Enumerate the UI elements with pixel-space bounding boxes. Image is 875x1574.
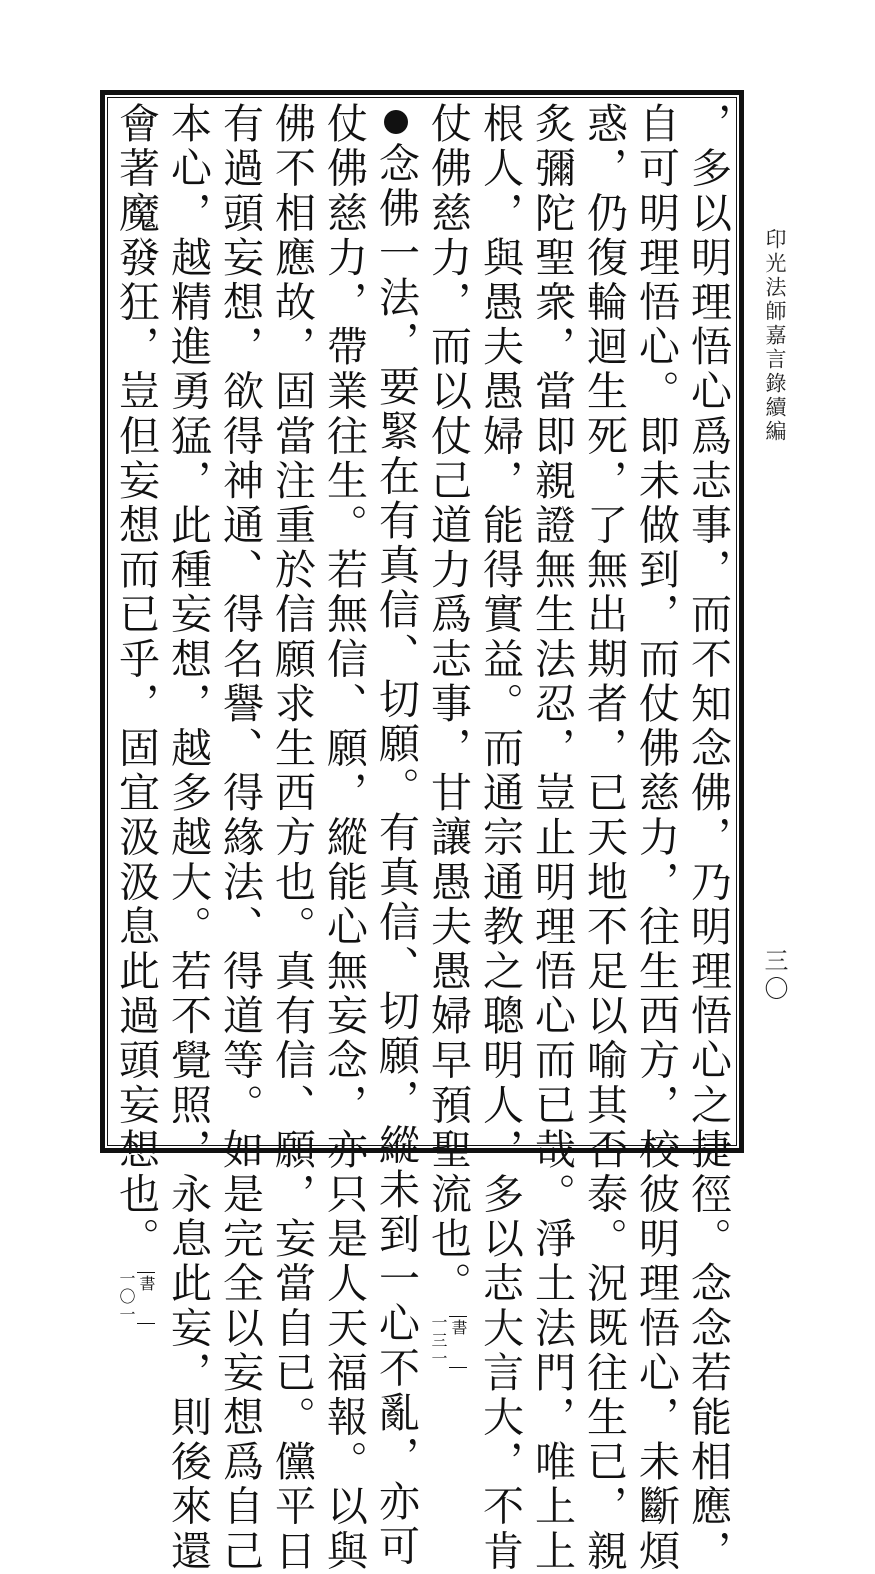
text-column-2 bbox=[630, 102, 682, 1574]
text-column-3 bbox=[578, 102, 630, 1574]
column-text: 本心，越精進勇猛，此種妄想，越多越大。若不覺照，永息此妄，則後來還 bbox=[164, 102, 212, 1574]
citation-2 bbox=[117, 1268, 155, 1324]
column-text: 仗佛慈力，而以仗己道力爲志事，甘讓愚夫愚婦早預聖流也。 bbox=[424, 102, 472, 1307]
column-text: 自可明理悟心。即未做到，而仗佛慈力，往生西方，校彼明理悟心，未斷煩 bbox=[632, 102, 680, 1574]
column-text: 佛不相應故，固當注重於信願求生西方也。真有信、願，妄當自已。儻平日 bbox=[268, 102, 316, 1574]
text-column-7 bbox=[370, 102, 422, 1570]
citation-number: 一三一 bbox=[429, 1314, 448, 1369]
bullet-dot-icon bbox=[384, 110, 408, 134]
text-column-11 bbox=[162, 102, 214, 1574]
citation-number: 一〇一 bbox=[117, 1269, 136, 1324]
column-text: 惑，仍復輪迴生死，了無出期者，已天地不足以喻其否泰。況既往生已，親 bbox=[580, 102, 628, 1574]
column-text: 念佛一法，要緊在有真信、切願。有真信、切願，縱未到一心不亂，亦可 bbox=[372, 142, 420, 1570]
column-text: 仗佛慈力，帶業往生。若無信、願，縱能心無妄念，亦只是人天福報。以與 bbox=[320, 102, 368, 1574]
column-text: 根人，與愚夫愚婦，能得實益。而通宗通教之聰明人，多以志大言大，不肯 bbox=[476, 102, 524, 1574]
column-text: 有過頭妄想，欲得神通、得名譽、得緣法、得道等。如是完全以妄想爲自己 bbox=[216, 102, 264, 1574]
text-column-1 bbox=[682, 102, 734, 1574]
citation-source: 書 bbox=[137, 1272, 155, 1324]
text-column-8 bbox=[318, 102, 370, 1574]
column-text: ，多以明理悟心爲志事，而不知念佛，乃明理悟心之捷徑。念念若能相應， bbox=[684, 102, 732, 1574]
column-text: 炙彌陀聖衆，當即親證無生法忍，豈止明理悟心而已哉。淨土法門，唯上上 bbox=[528, 102, 576, 1574]
running-title: 印光法師嘉言錄續編 bbox=[763, 228, 787, 444]
text-column-6 bbox=[422, 102, 474, 1369]
page-number: 三〇 bbox=[760, 948, 788, 1004]
text-column-4 bbox=[526, 102, 578, 1574]
column-text: 會著魔發狂，豈但妄想而已乎，固宜汲汲息此過頭妄想也。 bbox=[112, 102, 160, 1262]
text-column-10 bbox=[214, 102, 266, 1574]
citation-1 bbox=[429, 1312, 467, 1368]
text-column-12 bbox=[110, 102, 162, 1324]
text-column-5 bbox=[474, 102, 526, 1574]
citation-source: 書 bbox=[449, 1316, 467, 1368]
text-column-9 bbox=[266, 102, 318, 1574]
